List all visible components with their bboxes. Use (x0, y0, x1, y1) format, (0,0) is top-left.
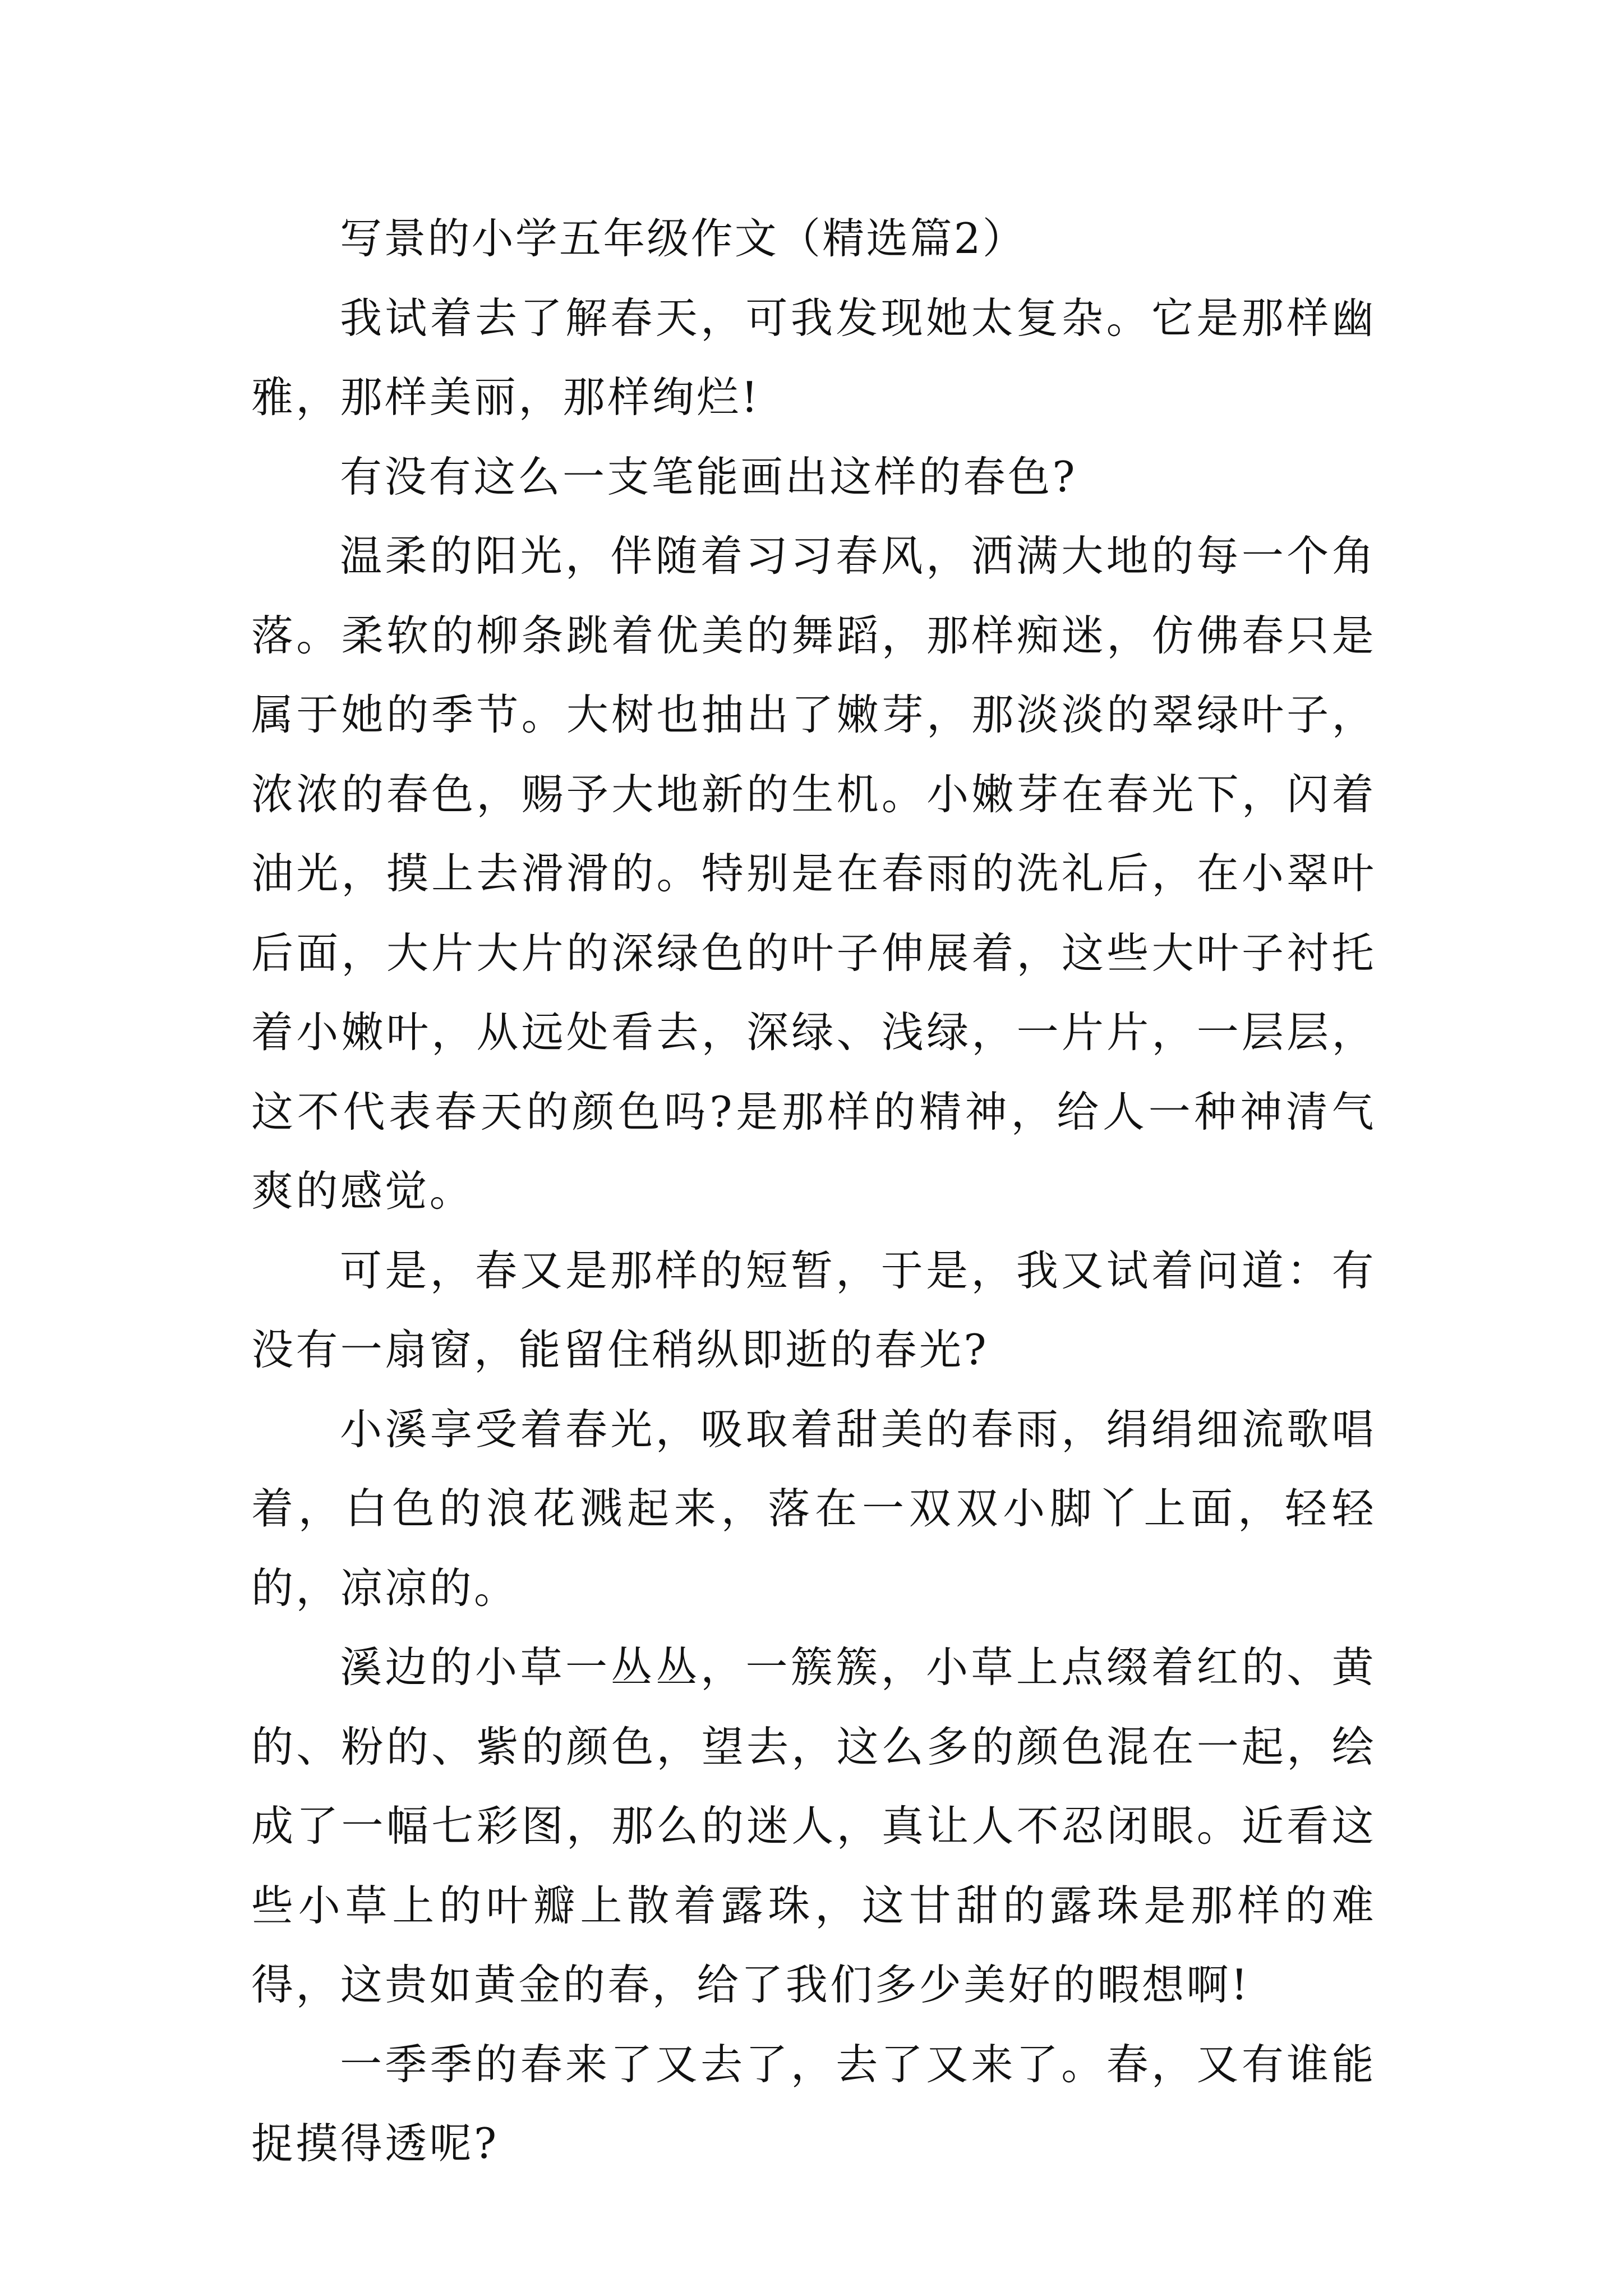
paragraph-4: 可是，春又是那样的短暂，于是，我又试着问道：有没有一扇窗，能留住稍纵即逝的春光? (251, 1245, 1376, 1374)
paragraph-1: 我试着去了解春天，可我发现她太复杂。它是那样幽雅，那样美丽，那样绚烂! (251, 293, 1376, 422)
paragraph-6: 溪边的小草一丛丛，一簇簇，小草上点缀着红的、黄的、粉的、紫的颜色，望去，这么多的颜色混在一起，绘成了一幅七彩图，那么的迷人，真让人不忍闭眼。近看这些小草上的叶瓣上散着露珠，这甘甜的露珠是那样的难得，这贵如黄金的春，给了我们多少美好的暇想啊! (251, 1642, 1376, 2009)
document-body (251, 199, 1376, 2184)
document-title: 写景的小学五年级作文（精选篇2） (340, 214, 1026, 263)
paragraph-5: 小溪享受着春光，吸取着甜美的春雨，绢绢细流歌唱着，白色的浪花溅起来，落在一双双小脚丫上面，轻轻的，凉凉的。 (251, 1404, 1376, 1613)
paragraph-3: 温柔的阳光，伴随着习习春风，洒满大地的每一个角落。柔软的柳条跳着优美的舞蹈，那样痴迷，仿佛春只是属于她的季节。大树也抽出了嫩芽，那淡淡的翠绿叶子，浓浓的春色，赐予大地新的生机。小嫩芽在春光下，闪着油光，摸上去滑滑的。特别是在春雨的洗礼后，在小翠叶后面，大片大片的深绿色的叶子伸展着，这些大叶子衬托着小嫩叶，从远处看去，深绿、浅绿，一片片，一层层，这不代表春天的颜色吗?是那样的精神，给人一种神清气爽的感觉。 (251, 531, 1376, 1216)
paragraph-7: 一季季的春来了又去了，去了又来了。春，又有谁能捉摸得透呢? (251, 2039, 1376, 2168)
paragraph-2: 有没有这么一支笔能画出这样的春色? (340, 452, 1078, 501)
